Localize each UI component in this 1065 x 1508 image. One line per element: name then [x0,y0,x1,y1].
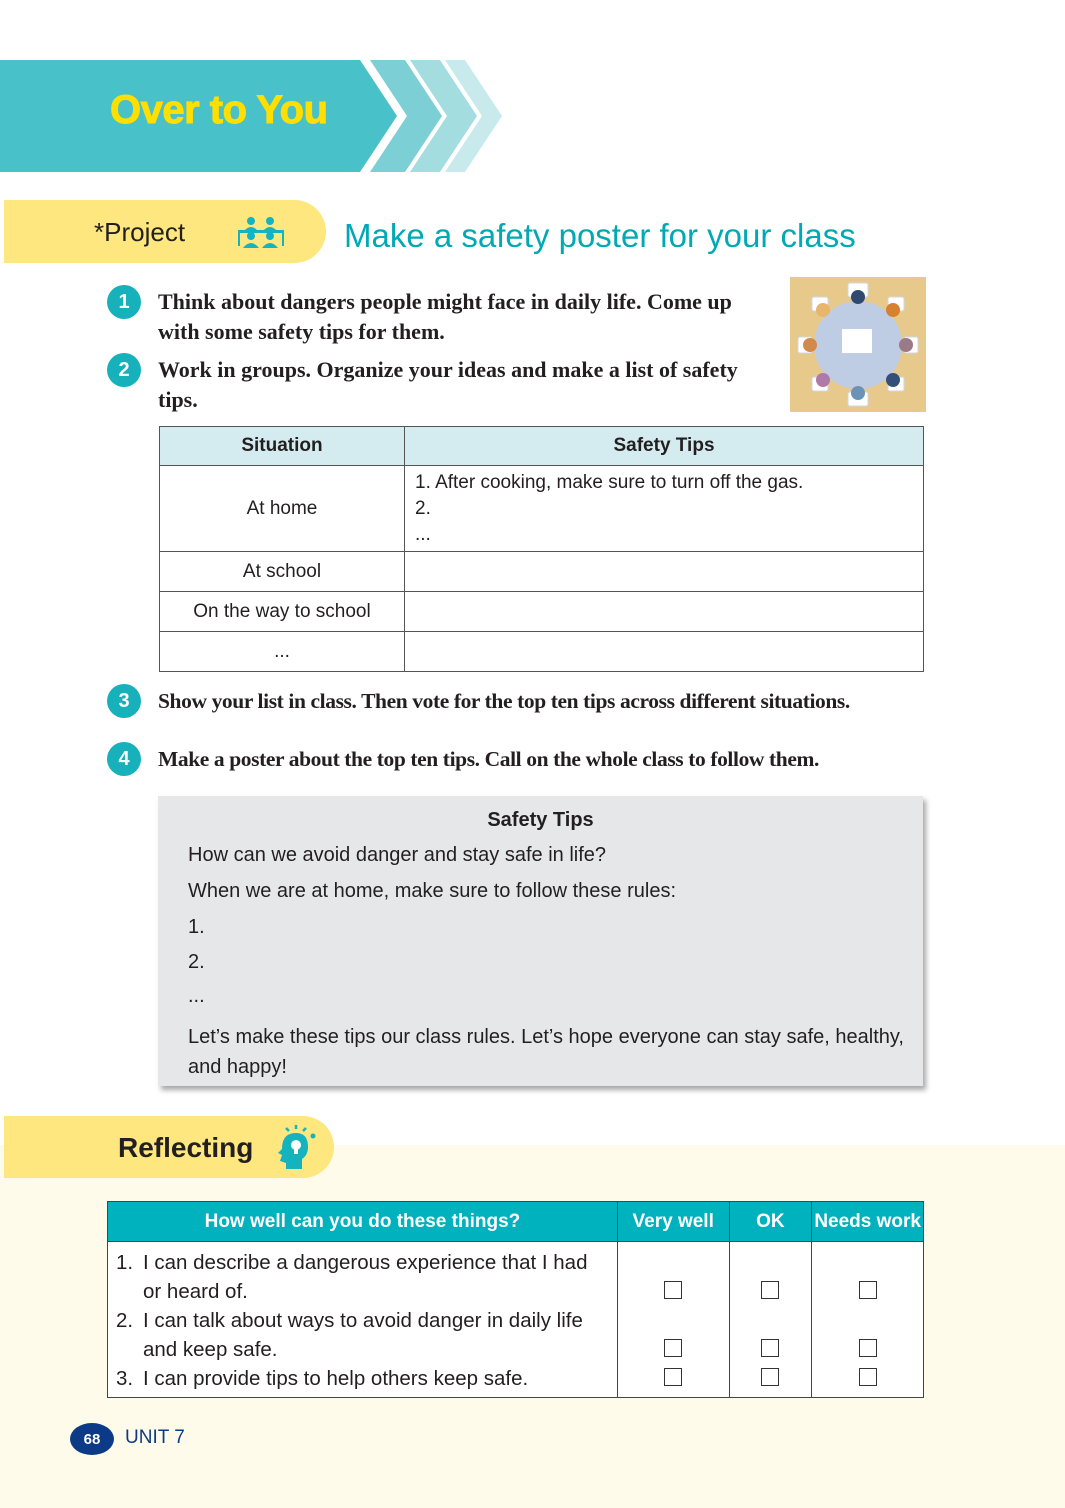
situation-cell: At school [160,552,405,592]
step-text: Think about dangers people might face in daily life. Come up with some safety tips for them. [158,289,732,344]
table-row [160,592,924,632]
group-work-icon [232,216,290,255]
column-header-ok: OK [729,1202,812,1242]
poster-line: 2. [188,951,205,973]
step-text: Work in groups. Organize your ideas and make a list of safety tips. [158,357,738,412]
checkbox-item3-needs-work[interactable] [859,1368,877,1386]
step-text: Make a poster about the top ten tips. Call on the whole class to follow them. [158,747,819,771]
checkbox-item1-needs-work[interactable] [859,1281,877,1299]
statements-cell [108,1242,618,1398]
reflecting-label: Reflecting [118,1132,254,1163]
step-number-badge: 2 [107,353,141,387]
checkbox-item1-ok[interactable] [761,1281,779,1299]
table-row [108,1242,924,1398]
checkbox-item2-ok[interactable] [761,1339,779,1357]
step-text: Show your list in class. Then vote for the top ten tips across different situations. [158,689,850,713]
situation-tips-table [159,426,924,672]
checkbox-item3-very-well[interactable] [664,1368,682,1386]
ok-column [729,1242,812,1398]
section-banner [0,60,520,172]
reflecting-pill [4,1116,334,1178]
checkbox-item2-needs-work[interactable] [859,1339,877,1357]
table-row [160,466,924,552]
situation-cell: On the way to school [160,592,405,632]
tip-line: ... [415,524,431,545]
column-header-situation: Situation [160,427,405,466]
page-number-badge: 68 [70,1423,114,1455]
poster-line: How can we avoid danger and stay safe in life? [188,844,607,866]
poster-title: Safety Tips [487,809,594,831]
statement-item: 2. I can talk about ways to avoid danger in daily life and keep safe. [116,1309,583,1361]
project-label: *Project [94,217,186,247]
statement-item: 3. I can provide tips to help others keep safe. [116,1367,529,1390]
poster-line: 1. [188,916,205,938]
column-header-very-well: Very well [617,1202,729,1242]
poster-line: When we are at home, make sure to follow these rules: [188,880,677,902]
project-title: Make a safety poster for your class [344,217,856,254]
checkbox-item1-very-well[interactable] [664,1281,682,1299]
statement-item: 1. I can describe a dangerous experience that I had or heard of. [116,1251,588,1303]
unit-label: UNIT 7 [125,1427,185,1448]
step-1 [107,287,757,347]
situation-cell: ... [160,632,405,672]
checkbox-item2-very-well[interactable] [664,1339,682,1357]
tip-line: 1. After cooking, make sure to turn off the gas. [415,472,804,493]
poster-line: Let’s make these tips our class rules. Let’s hope everyone can stay safe, healthy, and happy! [188,1026,904,1078]
tips-cell[interactable] [405,592,924,632]
project-pill [4,200,326,263]
column-header-needs-work: Needs work [812,1202,924,1242]
column-header-question: How well can you do these things? [108,1202,618,1242]
checkbox-item3-ok[interactable] [761,1368,779,1386]
step-3 [107,686,937,718]
poster-example-box [158,796,923,1086]
tips-cell[interactable] [405,466,924,552]
group-meeting-illustration [790,277,926,412]
very-well-column [617,1242,729,1398]
step-number-badge: 4 [107,742,141,776]
table-row [160,632,924,672]
idea-head-icon [274,1125,318,1176]
poster-line: ... [188,985,205,1007]
step-number-badge: 3 [107,684,141,718]
step-2 [107,355,757,415]
self-assessment-table [107,1201,924,1398]
tips-cell[interactable] [405,552,924,592]
step-number-badge: 1 [107,285,141,319]
tip-line: 2. [415,498,431,519]
column-header-safety-tips: Safety Tips [405,427,924,466]
step-4 [107,744,937,776]
table-row [160,552,924,592]
situation-cell: At home [160,466,405,552]
needs-work-column [812,1242,924,1398]
banner-title: Over to You [110,88,328,132]
tips-cell[interactable] [405,632,924,672]
